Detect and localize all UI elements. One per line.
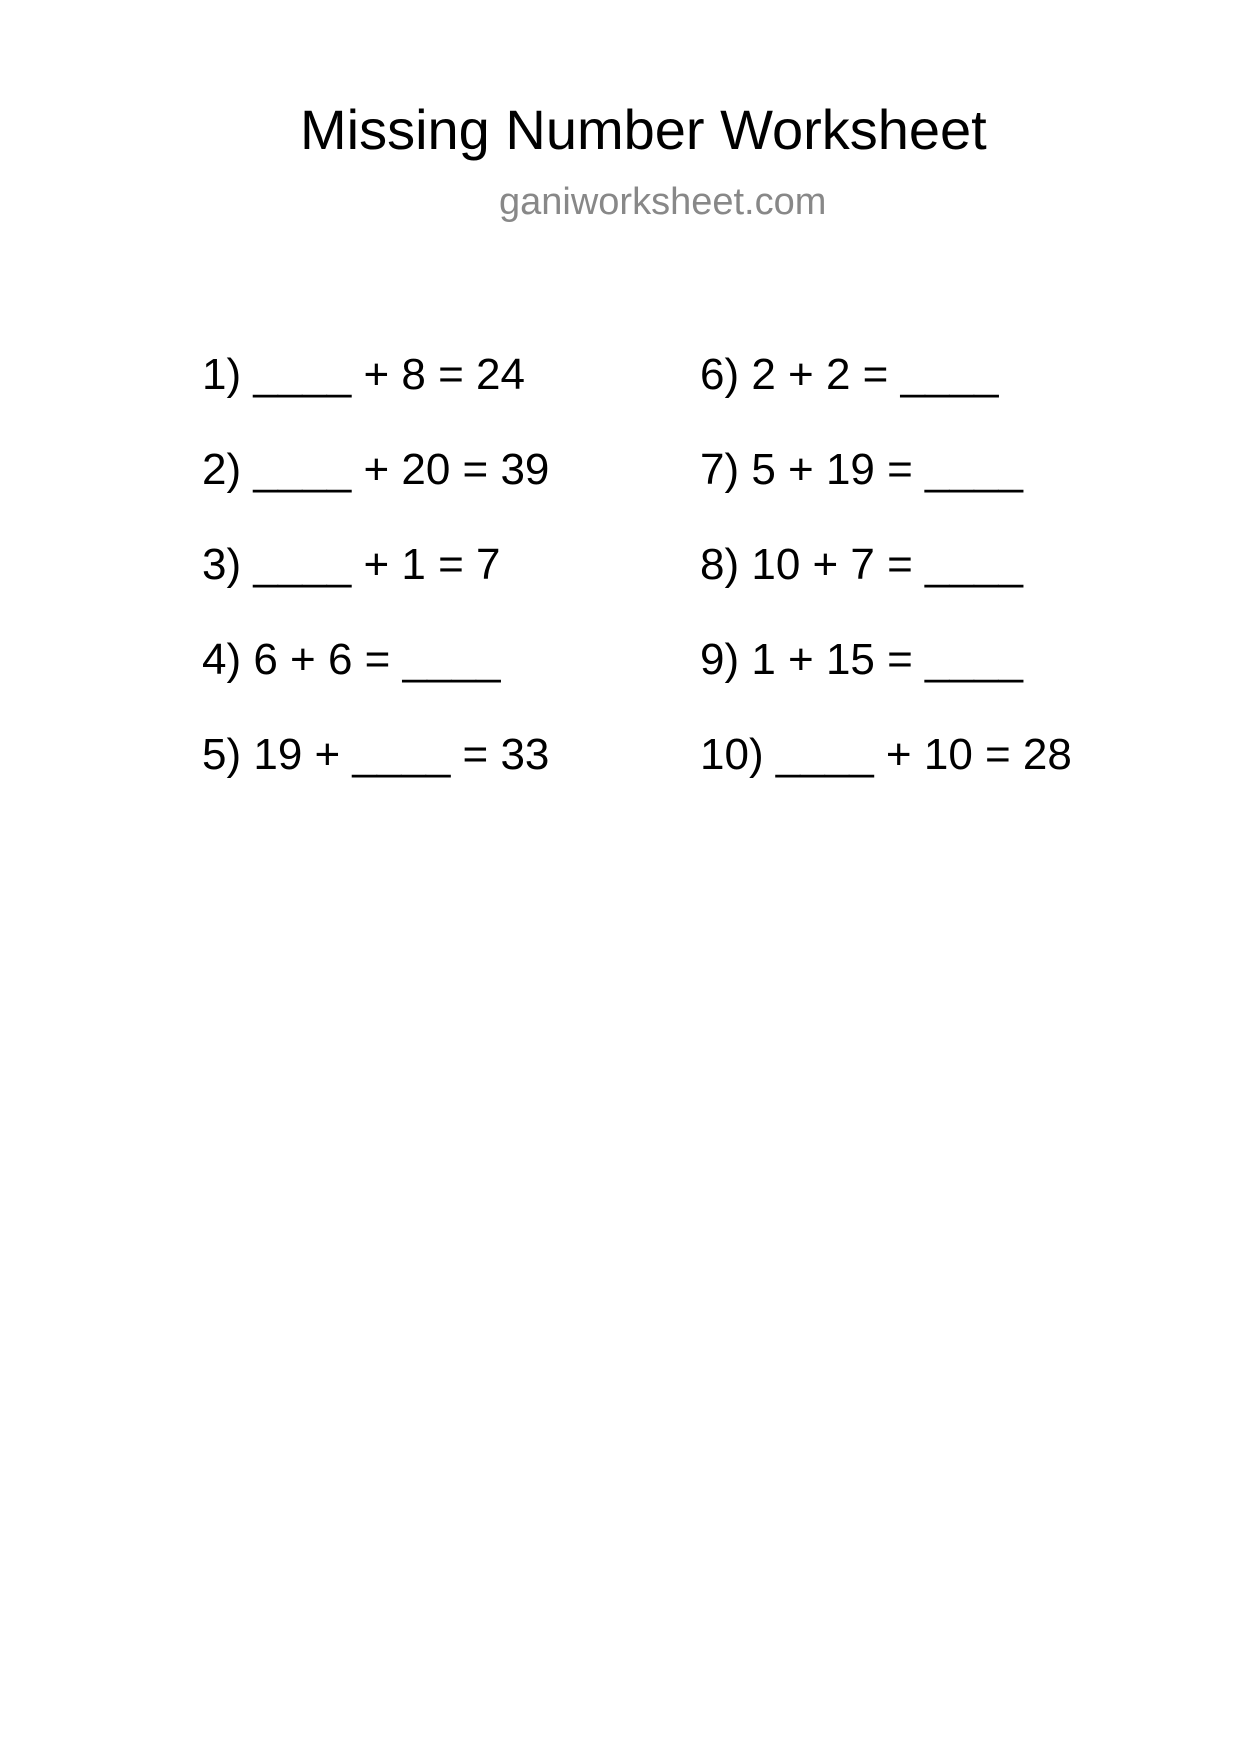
problem-6: 6) 2 + 2 = ____ [700,350,999,399]
problem-7: 7) 5 + 19 = ____ [700,445,1023,494]
website-subtitle: ganiworksheet.com [499,181,827,223]
problem-1: 1) ____ + 8 = 24 [202,350,525,399]
problem-8: 8) 10 + 7 = ____ [700,540,1023,589]
problem-9: 9) 1 + 15 = ____ [700,635,1023,684]
problem-2: 2) ____ + 20 = 39 [202,445,550,494]
problem-5: 5) 19 + ____ = 33 [202,730,550,779]
problem-3: 3) ____ + 1 = 7 [202,540,501,589]
problem-4: 4) 6 + 6 = ____ [202,635,501,684]
problem-10: 10) ____ + 10 = 28 [700,730,1072,779]
worksheet-title: Missing Number Worksheet [300,98,987,161]
